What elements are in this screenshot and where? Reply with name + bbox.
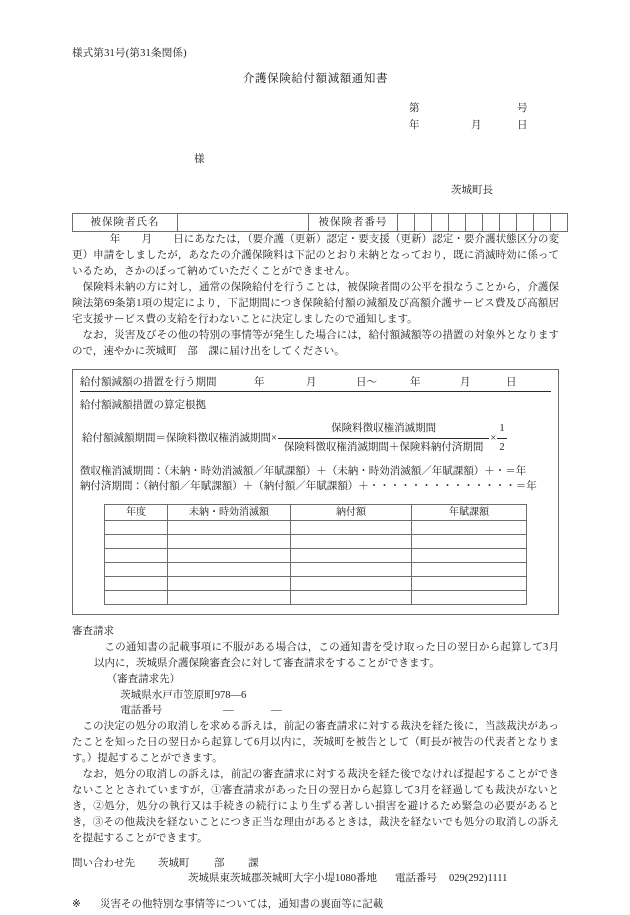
cell-fiscal-year[interactable] [105, 577, 168, 591]
footnote-text: 災害その他特別な事情等については，通知書の裏面等に記載 [100, 899, 384, 911]
period-start-day-label: 日〜 [356, 376, 377, 388]
insured-name-label: 被保険者氏名 [73, 214, 178, 232]
paragraph-exception-notice: なお，災害及びその他の特別の事情等が発生した場合には，給付額減額等の措置の対象外となりますので，速やかに茨城町 部 課に届け出をしてください。 [72, 329, 559, 357]
cell-annual-levy[interactable] [412, 549, 527, 563]
date-year-label: 年 [409, 119, 420, 131]
contact-section: 課 [248, 857, 259, 869]
cell-fiscal-year[interactable] [105, 591, 168, 605]
cell-paid-amount[interactable] [291, 591, 412, 605]
appeal-tel-dash-2: — [271, 705, 282, 717]
reduction-period-label: 給付額減額の措置を行う期間 [80, 376, 217, 388]
appeal-instructions: この通知書の記載事項に不服がある場合は，この通知書を受け取った日の翌日から起算して3月以内に，茨城県介護保険審査会に対して審査請求をすることができます。 [94, 641, 559, 669]
cell-annual-levy[interactable] [412, 591, 527, 605]
insured-number-cell-5[interactable] [466, 214, 483, 232]
formula-main-fraction [278, 421, 490, 456]
insured-number-cell-4[interactable] [449, 214, 466, 232]
table-row [105, 535, 527, 549]
contact-department: 部 [214, 857, 225, 869]
formula-half-numerator: 1 [499, 423, 505, 435]
issuer-name: 茨城町長 [451, 185, 493, 197]
insured-number-cell-2[interactable] [415, 214, 432, 232]
formula-numerator: 保険料徴収権消滅期間 [331, 423, 437, 435]
formula-denominator: 保険料徴収権消滅期間＋保険料納付済期間 [278, 438, 490, 456]
cell-annual-levy[interactable] [412, 577, 527, 591]
cell-paid-amount[interactable] [291, 549, 412, 563]
cell-fiscal-year[interactable] [105, 521, 168, 535]
number-blank [471, 101, 517, 117]
table-row [105, 563, 527, 577]
column-header-fiscal-year: 年度 [105, 505, 168, 521]
calculation-box [72, 369, 559, 616]
cell-annual-levy[interactable] [412, 563, 527, 577]
contact-address: 茨城県東茨城郡茨城町大字小堤1080番地 [188, 873, 377, 885]
appeal-destination-heading: （審査請求先） [106, 673, 181, 685]
document-date-row [409, 118, 559, 134]
contact-town: 茨城町 [158, 857, 190, 869]
paragraph-application-notice: 年 月 日にあなたは，（要介護（更新）認定・要支援（更新）認定・要介護状態区分の変更）申請をしましたが，あなたの介護保険料は下記のとおり未納となっており，既に消滅時効に係っているため，さかのぼって納めていただくことができません。 [72, 234, 559, 277]
insured-number-cell-7[interactable] [500, 214, 517, 232]
definition-paid-period: 納付済期間：（納付額／年賦課額）＋（納付額／年賦課額）＋・・・・・・・・・・・・・・＝年 [80, 481, 537, 493]
formula-half-fraction [497, 421, 506, 456]
contact-label: 問い合わせ先 [72, 857, 135, 869]
appeal-tel-dash-1: — [223, 705, 234, 717]
period-end-month-label: 月 [460, 376, 471, 388]
reduction-period-line [80, 375, 551, 393]
column-header-unpaid-expired: 未納・時効消滅額 [168, 505, 291, 521]
cell-paid-amount[interactable] [291, 535, 412, 549]
footnote-mark: ※ [72, 899, 81, 911]
insured-number-cell-1[interactable] [398, 214, 415, 232]
formula-multiply-sign: × [490, 432, 497, 444]
cell-unpaid-expired[interactable] [168, 577, 291, 591]
cell-fiscal-year[interactable] [105, 535, 168, 549]
period-start-month-label: 月 [306, 376, 317, 388]
cell-unpaid-expired[interactable] [168, 591, 291, 605]
document-body [72, 46, 559, 913]
period-end-day-label: 日 [506, 376, 517, 388]
table-header-row [105, 505, 527, 521]
period-start-year-label: 年 [254, 376, 265, 388]
table-row [105, 549, 527, 563]
litigation-exceptions: なお，処分の取消しの訴えは，前記の審査請求に対する裁決を経た後でなければ提起することができないこととされていますが，①審査請求があった日の翌日から起算して3月を経過しても裁決がないとき，②処分，処分の執行又は手続きの続行により生ずる著しい損害を避けるため緊急の必要があるとき，③その他裁決を経ないことにつき正当な理由があるときは，裁決を経ないでも処分の取消しの訴えを提起することができます。 [72, 768, 559, 844]
document-number-date-block [72, 101, 559, 134]
document-number-row [409, 101, 559, 117]
cell-annual-levy[interactable] [412, 521, 527, 535]
insured-number-cell-9[interactable] [534, 214, 551, 232]
document-title: 介護保険給付額減額通知書 [242, 72, 389, 85]
table-row [73, 214, 568, 232]
date-day-label: 日 [517, 119, 528, 131]
table-row [105, 591, 527, 605]
number-prefix-label: 第 [409, 103, 420, 114]
table-row [105, 521, 527, 535]
appeal-tel-label: 電話番号 [120, 705, 163, 717]
cell-unpaid-expired[interactable] [168, 563, 291, 577]
period-end-year-label: 年 [410, 376, 421, 388]
contact-block [72, 856, 559, 888]
paragraph-decision-notice: 保険料未納の方に対し，通常の保険給付を行うことは，被保険者間の公平を損なうことから，介護保険法第69条第1項の規定により，下記期間につき保険給付額の減額及び高額介護サービス費及び高額居宅支援サービス費の支給を行わないことに決定しましたので通知します。 [72, 281, 559, 325]
contact-line-primary [72, 856, 559, 872]
table-row [105, 577, 527, 591]
contact-tel-label: 電話番号 [395, 873, 437, 885]
insured-number-cell-3[interactable] [432, 214, 449, 232]
premium-data-table [104, 504, 527, 605]
contact-tel-number: 029(292)1111 [449, 873, 508, 885]
insured-number-cell-8[interactable] [517, 214, 534, 232]
insured-number-cell-10[interactable] [551, 214, 568, 232]
formula-half-denominator: 2 [497, 438, 506, 456]
addressee-honorific: 様 [194, 153, 205, 165]
insured-number-cell-6[interactable] [483, 214, 500, 232]
cell-unpaid-expired[interactable] [168, 549, 291, 563]
appeal-destination-telephone [72, 703, 559, 719]
appeal-section-heading: 審査請求 [72, 626, 114, 638]
cell-fiscal-year[interactable] [105, 563, 168, 577]
cell-unpaid-expired[interactable] [168, 521, 291, 535]
cell-paid-amount[interactable] [291, 577, 412, 591]
cell-paid-amount[interactable] [291, 521, 412, 535]
calculation-basis-label: 給付額減額措置の算定根拠 [80, 400, 206, 412]
appeal-destination-address: 茨城県水戸市笠原町978—6 [120, 689, 247, 701]
definition-collection-period: 徴収権消滅期間：（未納・時効消滅額／年賦課額）＋（未納・時効消滅額／年賦課額）＋・＝年 [80, 465, 527, 477]
cell-paid-amount[interactable] [291, 563, 412, 577]
number-suffix-label: 号 [517, 103, 528, 114]
form-number: 様式第31号(第31条関係) [72, 48, 187, 59]
insured-person-table [72, 213, 568, 232]
cell-unpaid-expired[interactable] [168, 535, 291, 549]
date-month-label: 月 [471, 119, 482, 131]
column-header-paid-amount: 納付額 [291, 505, 412, 521]
formula-definitions [80, 464, 551, 496]
insured-number-label: 被保険者番号 [309, 214, 398, 232]
cell-fiscal-year[interactable] [105, 549, 168, 563]
reduction-formula [80, 421, 551, 456]
insured-name-field[interactable] [178, 214, 309, 232]
footnote-block [72, 897, 559, 913]
cell-annual-levy[interactable] [412, 535, 527, 549]
column-header-annual-levy: 年賦課額 [412, 505, 527, 521]
contact-line-address [72, 871, 559, 887]
litigation-instructions: この決定の処分の取消しを求める訴えは，前記の審査請求に対する裁決を経た後に，当該裁決があったことを知った日の翌日から起算して6月以内に，茨城町を被告として（町長が被告の代表者となります。）提起することができます。 [72, 721, 559, 764]
formula-left-side: 給付額減額期間＝保険料徴収権消滅期間× [82, 432, 277, 444]
